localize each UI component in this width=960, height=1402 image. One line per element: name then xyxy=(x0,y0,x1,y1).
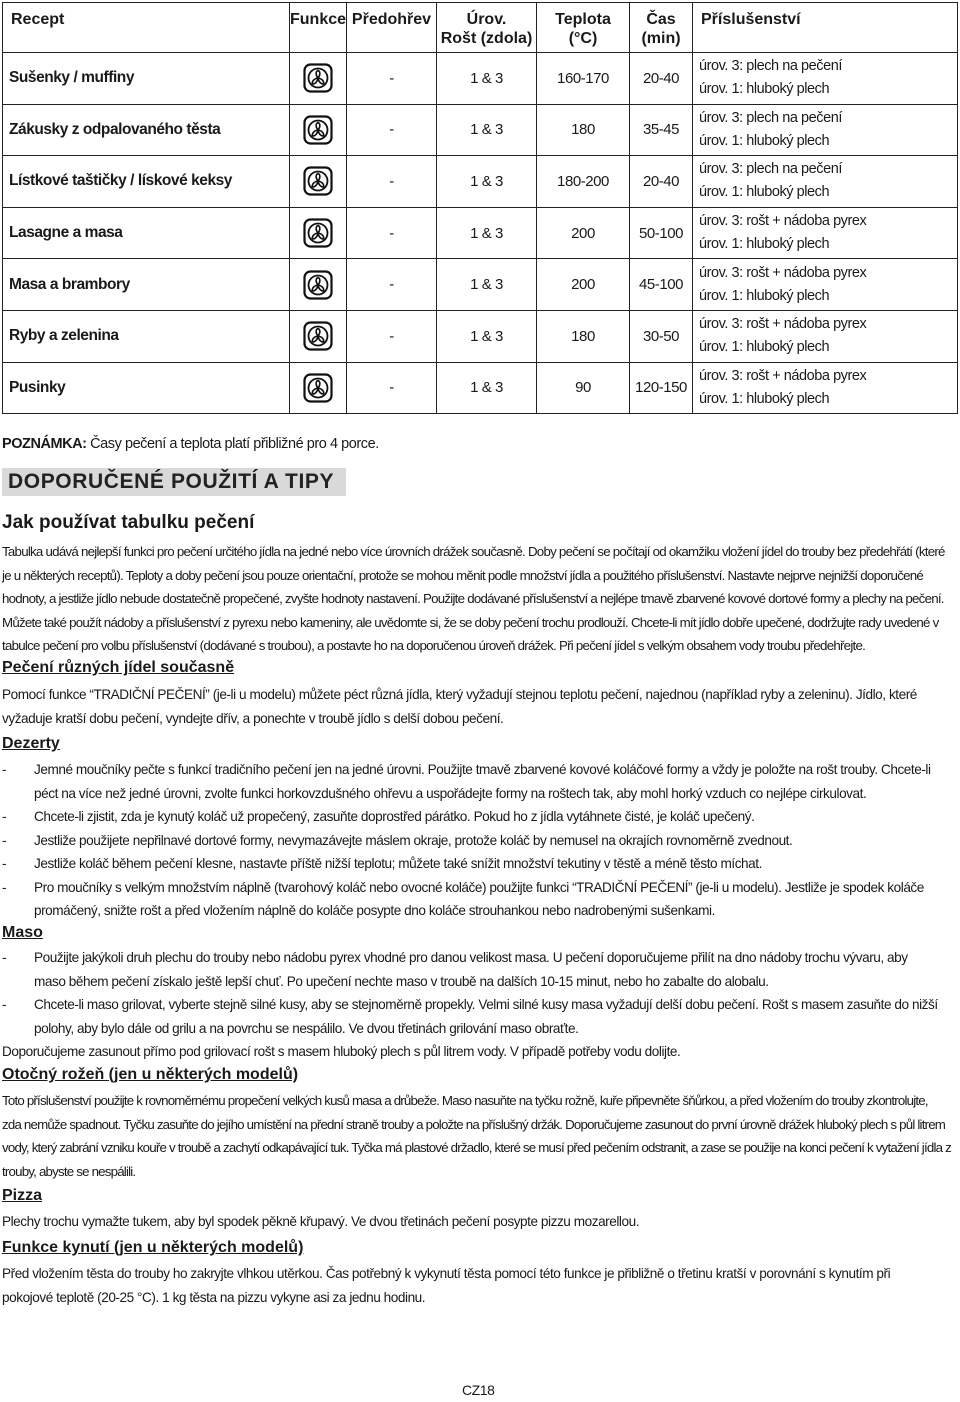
fan-oven-icon xyxy=(290,373,346,403)
fan-oven-icon xyxy=(290,270,346,300)
recipe-name: Zákusky z odpalovaného těsta xyxy=(3,104,290,156)
fan-oven-icon xyxy=(290,321,346,351)
page-number: CZ18 xyxy=(462,1382,495,1398)
level-cell: 1 & 3 xyxy=(437,310,537,362)
paragraph-line: Plechy trochu vymažte tukem, aby byl spodek pěkně křupavý. Ve dvou třetinách pečení posypte pizzu mozarellou. xyxy=(2,1214,640,1229)
level-cell: 1 & 3 xyxy=(437,207,537,259)
time-cell: 45-100 xyxy=(630,259,693,311)
temperature-cell: 200 xyxy=(537,207,630,259)
heading-rozen: Otočný rožeň (jen u některých modelů) xyxy=(2,1066,299,1083)
time-cell: 20-40 xyxy=(630,53,693,105)
table-row xyxy=(3,53,958,105)
accessory-upper: úrov. 3: rošt + nádoba pyrex xyxy=(699,316,867,333)
time-cell: 120-150 xyxy=(630,362,693,414)
time-cell: 20-40 xyxy=(630,156,693,208)
section-banner: DOPORUČENÉ POUŽITÍ A TIPY xyxy=(2,468,346,496)
temperature-cell: 180 xyxy=(537,104,630,156)
level-cell: 1 & 3 xyxy=(437,259,537,311)
preheat-cell: - xyxy=(347,310,437,362)
note-text: Časy pečení a teplota platí přibližné pro 4 porce. xyxy=(86,436,379,452)
header-predohrev: Předohřev xyxy=(347,3,437,53)
preheat-cell: - xyxy=(347,104,437,156)
temperature-cell: 180 xyxy=(537,310,630,362)
preheat-cell: - xyxy=(347,362,437,414)
accessory-upper: úrov. 3: plech na pečení xyxy=(699,161,842,178)
accessories-cell xyxy=(693,104,958,156)
header-funkce: Funkce xyxy=(290,3,347,53)
recipe-name: Pusinky xyxy=(3,362,290,414)
paragraph-line: pokojové teplotě (20-25 °C). 1 kg těsta na pizzu vykyne asi za jednu hodinu. xyxy=(2,1289,426,1305)
recipe-name: Lasagne a masa xyxy=(3,207,290,259)
paragraph-line: Pomocí funkce “TRADIČNÍ PEČENÍ” (je-li u modelu) můžete péct různá jídla, který vyžadují stejnou teplotu pečení, najednou (například ryby a zeleninu). Jídlo, které xyxy=(2,687,917,702)
accessory-lower: úrov. 1: hluboký plech xyxy=(699,339,830,356)
paragraph-line: Toto příslušenství použijte k rovnoměrnému propečení velkých kusů masa a drůbeže. Maso nasuňte na tyčku rožně, kuře připevněte šňůrkou, a před vložením do trouby zkontrolujte, xyxy=(2,1093,928,1108)
temperature-cell: 160-170 xyxy=(537,53,630,105)
accessory-lower: úrov. 1: hluboký plech xyxy=(699,184,830,201)
paragraph-soucasne xyxy=(2,683,958,730)
heading-kynuti: Funkce kynutí (jen u některých modelů) xyxy=(2,1239,304,1256)
temperature-cell: 90 xyxy=(537,362,630,414)
intro-paragraph xyxy=(2,540,958,658)
paragraph-kynuti xyxy=(2,1262,958,1309)
function-cell xyxy=(290,104,347,156)
accessories-cell xyxy=(693,207,958,259)
header-cas: Čas (min) xyxy=(630,3,693,53)
function-cell xyxy=(290,310,347,362)
header-prislusenstvi: Příslušenství xyxy=(693,3,958,53)
intro-line: tabulce pečení pro volbu příslušenství (dodávané s troubou), a postavte ho na doporučenou úroveň drážek. Při pečení jídel s velkým obsahem vody troubu předehřejte. xyxy=(2,638,866,653)
time-cell: 50-100 xyxy=(630,207,693,259)
table-header-row xyxy=(3,3,958,53)
preheat-cell: - xyxy=(347,156,437,208)
list-dezerty: - Jemné moučníky pečte s funkcí tradičního pečení jen na jedné úrovni. Použijte tmavě zbarvené kovové koláčové formy a vždy je položte na rošt trouby. Chcete-li péct na více než jedné úrovni, zvolte funkci horkovzdušného ohřevu a uspořádejte formy na roštech tak, aby mohl horký vzduch co nejlépe cirkulovat. - Chcete-li zjistit, zda je kynutý koláč už propečený, zasuňte doprostřed párátko. Pokud ho z jídla vytáhnete čisté, je koláč upečený. - Jestliže použijete nepřilnavé dortové formy, nevymazávejte máslem okraje, protože koláč by nemusel na okrajích rovnoměrně zvednout. - Jestliže koláč během pečení klesne, nastavte příště nižší teplotu; můžete také snížit množství tekutiny v těstě a méně těsto míchat. - Pro moučníky s velkým množstvím náplně (tvarohový koláč nebo ovocné koláče) použijte funkci “TRADIČNÍ PEČENÍ” (je-li u modelu). Jestliže je spodek koláče promáčený, snižte rošt a před vložením náplně do koláče posypte dno koláče strouhankou nebo nadrobenými sušenkami. xyxy=(2,762,931,918)
temperature-cell: 180-200 xyxy=(537,156,630,208)
paragraph-pizza xyxy=(2,1210,958,1234)
paragraph-line: zda nemůže spadnout. Tyčku zasuňte do jejího umístění na přední straně trouby a položte na příslušný držák. Doporučujeme zasunout do první úrovně drážek hluboký plech s půl litrem xyxy=(2,1116,946,1132)
time-cell: 30-50 xyxy=(630,310,693,362)
intro-line: hodnoty, a jestliže jídlo nebude dostatečně propečené, zvyšte hodnoty nastavení. Použijte dodávané příslušenství a nejlépe tmavě zbarvené kovové dortové formy a plechy na pečení. xyxy=(2,591,944,606)
table-row xyxy=(3,259,958,311)
preheat-cell: - xyxy=(347,207,437,259)
function-cell xyxy=(290,362,347,414)
recipe-name: Ryby a zelenina xyxy=(3,310,290,362)
note-label: POZNÁMKA: xyxy=(2,436,87,452)
recipe-name: Sušenky / muffiny xyxy=(3,53,290,105)
paragraph-line: Před vložením těsta do trouby ho zakryjte vlhkou utěrkou. Čas potřebný k vykynutí těsta pomocí této funkce je přibližně o třetinu kratší v porovnání s kynutím při xyxy=(2,1266,891,1281)
table-row xyxy=(3,104,958,156)
table-row xyxy=(3,362,958,414)
time-cell: 35-45 xyxy=(630,104,693,156)
accessory-lower: úrov. 1: hluboký plech xyxy=(699,236,830,253)
fan-oven-icon xyxy=(290,166,346,196)
paragraph-rozen xyxy=(2,1089,958,1183)
function-cell xyxy=(290,259,347,311)
heading-dezerty: Dezerty xyxy=(2,735,60,752)
fan-oven-icon xyxy=(290,63,346,93)
function-cell xyxy=(290,53,347,105)
accessory-upper: úrov. 3: rošt + nádoba pyrex xyxy=(699,264,867,281)
recipe-name: Lístkové taštičky / lískové keksy xyxy=(3,156,290,208)
level-cell: 1 & 3 xyxy=(437,53,537,105)
temperature-cell: 200 xyxy=(537,259,630,311)
note xyxy=(2,436,379,452)
accessory-upper: úrov. 3: rošt + nádoba pyrex xyxy=(699,213,867,230)
main-heading: Jak používat tabulku pečení xyxy=(2,512,255,533)
fan-oven-icon xyxy=(290,218,346,248)
heading-soucasne: Pečení různých jídel současně xyxy=(2,659,235,676)
accessory-upper: úrov. 3: plech na pečení xyxy=(699,109,842,126)
level-cell: 1 & 3 xyxy=(437,156,537,208)
function-cell xyxy=(290,156,347,208)
heading-maso: Maso xyxy=(2,924,43,941)
accessory-upper: úrov. 3: plech na pečení xyxy=(699,58,842,75)
accessory-lower: úrov. 1: hluboký plech xyxy=(699,390,830,407)
paragraph-line: vyžaduje kratší dobu pečení, vyndejte dřív, a ponechte v troubě jídlo s delší dobou pečení. xyxy=(2,710,504,726)
preheat-cell: - xyxy=(347,259,437,311)
level-cell: 1 & 3 xyxy=(437,104,537,156)
accessories-cell xyxy=(693,53,958,105)
table-row xyxy=(3,207,958,259)
accessory-upper: úrov. 3: rošt + nádoba pyrex xyxy=(699,367,867,384)
heading-pizza: Pizza xyxy=(2,1187,43,1204)
level-cell: 1 & 3 xyxy=(437,362,537,414)
intro-line: Tabulka udává nejlepší funkci pro pečení určitého jídla na jedné nebo více úrovních drážek současně. Doby pečení se počítají od okamžiku vložení jídel do trouby bez předehřátí (které xyxy=(2,544,945,559)
table-row xyxy=(3,310,958,362)
header-urov: Úrov. Rošt (zdola) xyxy=(437,3,537,53)
table-row xyxy=(3,156,958,208)
intro-line: je u některých receptů). Teploty a doby pečení jsou pouze orientační, protože se mohou měnit podle množství jídla a použitého příslušenství. Nastavte nejprve nejnižší doporučené xyxy=(2,567,924,583)
header-teplota: Teplota (°C) xyxy=(537,3,630,53)
fan-oven-icon xyxy=(290,115,346,145)
recipe-name: Masa a brambory xyxy=(3,259,290,311)
header-recept: Recept xyxy=(3,3,290,53)
accessories-cell xyxy=(693,259,958,311)
accessories-cell xyxy=(693,310,958,362)
accessories-cell xyxy=(693,362,958,414)
baking-table xyxy=(2,2,958,414)
accessory-lower: úrov. 1: hluboký plech xyxy=(699,132,830,149)
preheat-cell: - xyxy=(347,53,437,105)
accessory-lower: úrov. 1: hluboký plech xyxy=(699,287,830,304)
accessory-lower: úrov. 1: hluboký plech xyxy=(699,81,830,98)
function-cell xyxy=(290,207,347,259)
maso-note: Doporučujeme zasunout přímo pod grilovací rošt s masem hluboký plech s půl litrem vody. V případě potřeby vodu dolijte. xyxy=(2,1044,681,1059)
paragraph-line: trouby, abyste se nespálili. xyxy=(2,1163,136,1179)
accessories-cell xyxy=(693,156,958,208)
paragraph-line: vody, který zabrání vzniku kouře v troubě a zachytí odkapávající tuk. Tyčka má plastové držadlo, které se musí před pečením odstranit, a zase se použije na konci pečení k vytažení jídla z xyxy=(2,1140,951,1155)
list-maso: - Použijte jakýkoli druh plechu do trouby nebo nádobu pyrex vhodné pro danou velikost masa. U pečení doporučujeme přilít na dno nádoby trochu vývaru, aby maso během pečení získalo ještě lepší chuť. Po upečení nechte maso v troubě na dalších 10-15 minut, nebo ho zabalte do alobalu. - Chcete-li maso grilovat, vyberte stejně silné kusy, aby se stejnoměrně propekly. Velmi silné kusy masa vyžadují delší dobu pečení. Rošt s masem zasuňte do nižší polohy, aby bylo dále od grilu a na povrchu se nespálilo. Ve dvou třetinách grilování maso obraťte. Doporučujeme zasunout přímo pod grilovací rošt s masem hluboký plech s půl litrem vody. V případě potřeby vodu dolijte. xyxy=(2,946,960,1066)
intro-line: Můžete také použít nádoby a příslušenství z pyrexu nebo kameniny, ale uvědomte si, že se doby pečení trochu prodlouží. Chcete-li mít jídlo dobře upečené, dodržujte rady uvedené v xyxy=(2,614,939,630)
